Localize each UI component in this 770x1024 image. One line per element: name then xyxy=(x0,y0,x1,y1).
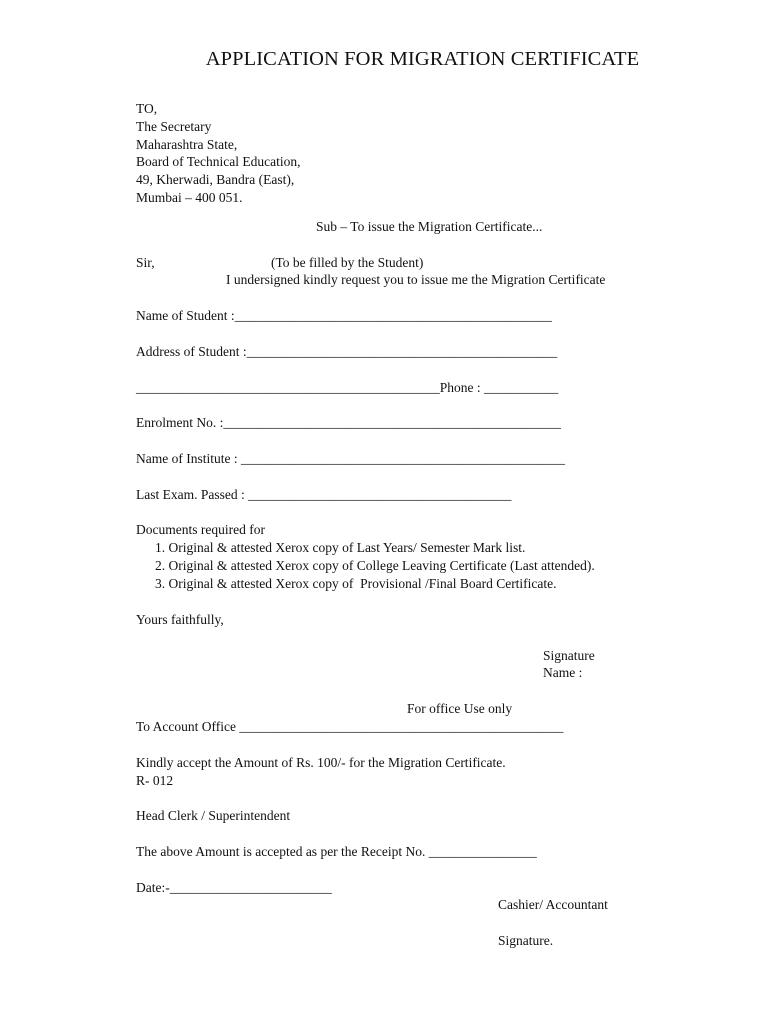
receipt-no-field[interactable]: The above Amount is accepted as per the Receipt No. ________________ xyxy=(136,844,537,859)
addressee-line: 49, Kherwadi, Bandra (East), xyxy=(136,172,295,187)
to-account-office-field[interactable]: To Account Office ________________________________________________ xyxy=(136,719,564,734)
enrolment-no-field[interactable]: Enrolment No. :__________________________________________________ xyxy=(136,415,561,430)
subject-line: Sub – To issue the Migration Certificate... xyxy=(316,219,543,234)
salutation: Sir, xyxy=(136,255,155,270)
name-label: Name : xyxy=(543,665,583,680)
office-use-heading: For office Use only xyxy=(407,701,513,716)
code-text: R- 012 xyxy=(136,773,174,788)
addressee-to: TO, xyxy=(136,101,158,116)
closing: Yours faithfully, xyxy=(136,612,224,627)
cashier-signature-label: Signature. xyxy=(498,933,554,948)
addressee-line: Board of Technical Education, xyxy=(136,154,301,169)
addressee-line: Maharashtra State, xyxy=(136,137,238,152)
date-field[interactable]: Date:-________________________ xyxy=(136,880,332,895)
list-item: 2. Original & attested Xerox copy of College Leaving Certificate (Last attended). xyxy=(155,558,595,573)
cashier-label: Cashier/ Accountant xyxy=(498,897,608,912)
filled-by-note: (To be filled by the Student) xyxy=(271,255,424,270)
addressee-line: The Secretary xyxy=(136,119,212,134)
signature-label: Signature xyxy=(543,648,595,663)
page-title: APPLICATION FOR MIGRATION CERTIFICATE xyxy=(205,48,640,70)
list-item: 3. Original & attested Xerox copy of Provisional /Final Board Certificate. xyxy=(155,576,557,591)
request-text: I undersigned kindly request you to issue me the Migration Certificate xyxy=(226,272,606,287)
address-of-student-field[interactable]: Address of Student :______________________________________________ xyxy=(136,344,558,359)
name-of-student-field[interactable]: Name of Student :_______________________________________________ xyxy=(136,308,552,323)
head-clerk-label: Head Clerk / Superintendent xyxy=(136,808,291,823)
last-exam-passed-field[interactable]: Last Exam. Passed : _______________________________________ xyxy=(136,487,512,502)
documents-heading: Documents required for xyxy=(136,522,265,537)
name-of-institute-field[interactable]: Name of Institute : ________________________________________________ xyxy=(136,451,565,466)
addressee-line: Mumbai – 400 051. xyxy=(136,190,243,205)
accept-amount-text: Kindly accept the Amount of Rs. 100/- for the Migration Certificate. xyxy=(136,755,506,770)
address-phone-field[interactable]: _____________________________________________Phone : ___________ xyxy=(136,380,559,395)
list-item: 1. Original & attested Xerox copy of Last Years/ Semester Mark list. xyxy=(155,540,526,555)
